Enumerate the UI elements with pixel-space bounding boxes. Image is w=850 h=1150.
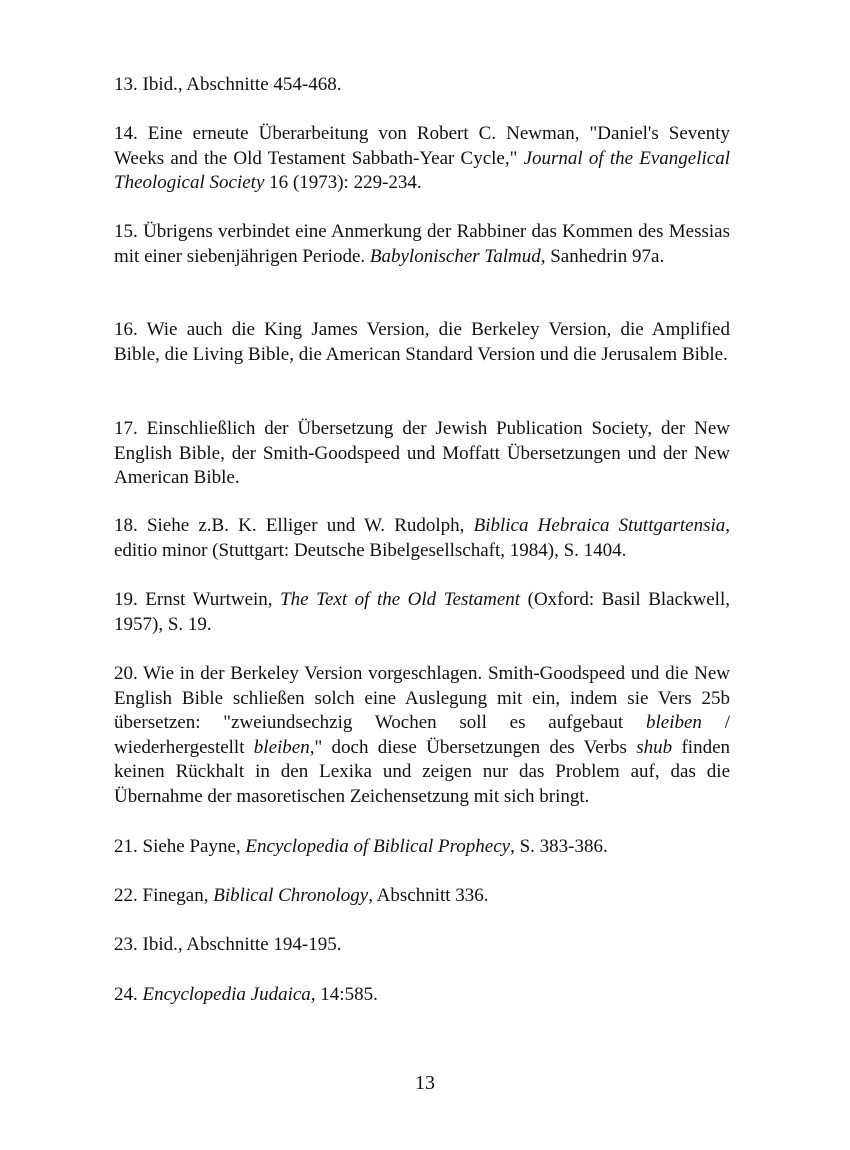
footnote-15 [114,220,730,269]
footnote-number: 15. [114,221,138,242]
footnote-16 [114,318,730,367]
footnote-italic-title: Biblica Hebraica Stuttgartensia [473,515,726,536]
footnote-number: 24. [114,984,138,1005]
footnote-text: Ibid., Abschnitte 194-195. [142,934,342,955]
footnote-text-tail: , S. 383-386. [510,836,608,857]
page-number: 13 [415,1072,435,1094]
footnote-number: 16. [114,319,138,340]
footnote-text: Siehe z.B. K. Elliger und W. Rudolph, [146,515,474,536]
footnote-text-tail: finden keinen Rückhalt in den Lexika und zeigen nur das Problem auf, das die Übernahme der masoretischen Zeichensetzung mit sich bringt. [114,736,730,807]
footnote-text-tail: , editio minor (Stuttgart: Deutsche Bibelgesellschaft, 1984), S. 1404. [114,515,730,561]
footnote-number: 22. [114,885,138,906]
footnote-text: Eine erneute Überarbeitung von Robert C. Newman, "Daniel's Seventy Weeks and the Old Testament Sabbath-Year Cycle," [114,123,731,169]
footnote-24 [114,983,730,1008]
footnote-21 [114,835,730,860]
footnote-number: 20. [114,663,138,684]
footnote-number: 17. [114,418,138,439]
footnote-19 [114,588,730,637]
footnote-text-tail: 16 (1973): 229-234. [264,172,422,193]
footnote-text: Übrigens verbindet eine Anmerkung der Rabbiner das Kommen des Messias mit einer siebenjährigen Periode. [114,221,731,267]
footnote-text: Einschließlich der Übersetzung der Jewish Publication Society, der New English Bible, der Smith-Goodspeed und Moffatt Übersetzungen und der New American Bible. [114,418,730,488]
footnote-text-tail: , Sanhedrin 97a. [540,245,665,267]
footnote-text-tail: / wiederhergestellt [114,712,730,758]
footnote-text-tail: , 14:585. [310,984,378,1005]
footnote-text-tail: , Abschnitt 336. [368,885,489,906]
footnote-text: Ibid., Abschnitte 454-468. [142,74,342,95]
footnote-number: 14. [114,123,138,144]
footnote-italic-title: Babylonischer Talmud [369,245,541,267]
footnote-number: 21. [114,836,138,857]
footnote-text: Finegan, [142,885,214,906]
footnote-italic-word: bleiben [253,736,310,758]
footnote-23 [114,933,730,958]
footnote-22 [114,884,730,909]
footnote-italic-title: Biblical Chronology [213,885,369,906]
footnote-number: 19. [114,589,138,610]
footnote-18 [114,514,730,563]
footnote-italic-word: bleiben [645,712,702,733]
footnote-13 [114,73,730,98]
footnote-number: 23. [114,934,138,955]
footnote-text: Wie in der Berkeley Version vorgeschlagen. Smith-Goodspeed und die New English Bible schließen solch eine Auslegung mit ein, indem sie Vers 25b übersetzen: "zweiundsechzig Wochen soll es aufgebaut [114,663,730,733]
footnote-italic-title: The Text of the Old Testament [280,589,521,610]
footnote-text-tail: ," doch diese Übersetzungen des Verbs [309,736,637,758]
footnote-text-tail: (Oxford: Basil Blackwell, 1957), S. 19. [114,589,730,635]
footnote-text: Wie auch die King James Version, die Berkeley Version, die Amplified Bible, die Living Bible, die American Standard Version und die Jerusalem Bible. [114,319,730,365]
footnote-italic-title: Journal of the Evangelical Theological Society [114,147,730,193]
footnote-20 [114,662,730,809]
footnote-text: Ernst Wurtwein, [145,589,281,610]
footnote-italic-title: Encyclopedia of Biblical Prophecy [245,836,511,857]
footnote-italic-title: Encyclopedia Judaica [142,984,311,1005]
footnote-17 [114,417,730,491]
footnote-number: 13. [114,74,138,95]
footnote-italic-word: shub [636,736,673,758]
footnote-text: Siehe Payne, [142,836,246,857]
footnote-14 [114,122,730,196]
footnote-number: 18. [114,515,138,536]
